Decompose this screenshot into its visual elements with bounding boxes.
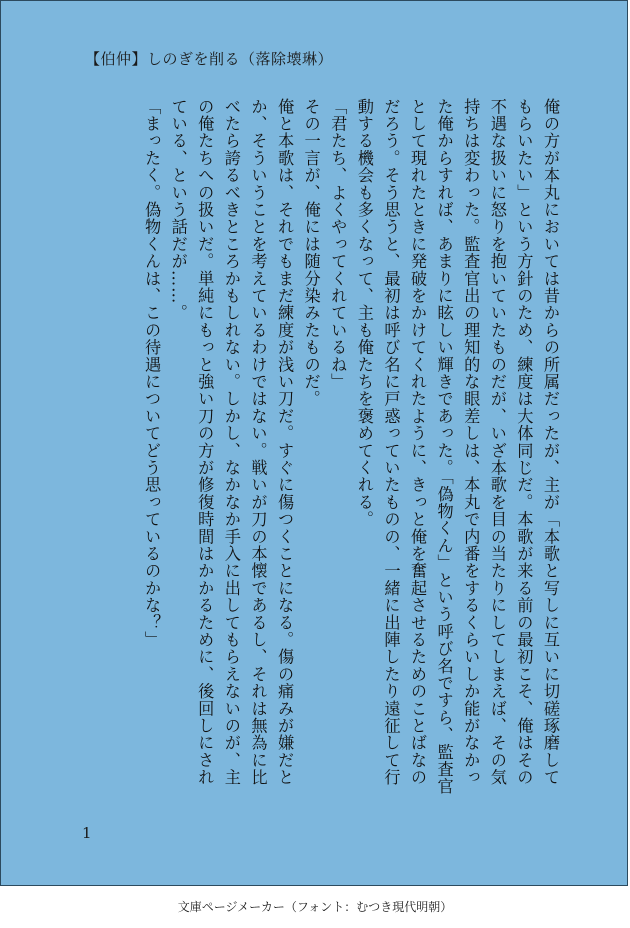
page-header-title: 【伯仲】しのぎを削る（落除壊琳） bbox=[85, 50, 334, 68]
paragraph: その一言が、俺には随分染みたものだ。 bbox=[301, 98, 321, 408]
paragraph: 「君たち、よくやってくれているね」 bbox=[328, 98, 348, 391]
paragraph: 「まったく。偽物くんは、この待遇についてどう思っているのかな？」 bbox=[142, 98, 162, 649]
footer-credit: 文庫ページメーカー（フォント：むつき現代明朝） bbox=[177, 900, 453, 914]
vertical-text-body bbox=[83, 98, 563, 798]
paragraph: 俺と本歌は、それでもまだ練度が浅い刀だ。すぐに傷つくことになる。傷の痛みが嫌だとか、そういうことを考えているわけではない。戦いが刀の本懐であるし、それは無為に比べたら誇るべきところかもしれない。しかし、なかなか手入に出してもらえないのが、主の俺たちへの扱いだ。単純にもっと強い刀の方が修復時間はかかるために、後回しにされている、という話だが……。 bbox=[168, 98, 295, 786]
paragraph: 俺の方が本丸においては昔からの所属だったが、主が「本歌と写しに互いに切磋琢磨してもらいたい」という方針のため、練度は大体同じだ。本歌が来る前の最初こそ、俺はその不遇な扱いに怒りを抱いていたものだが、いざ本歌を目の当たりにしてしまえば、その気持ちは変わった。監査官出の理知的な眼差しは、本丸で内番をするくらいしか能がなかった俺からすれば、あまりに眩しい輝きであった。「偽物くん」という呼び名ですら、監査官として現れたときに発破をかけてくれたように、きっと俺を奮起させるためのことばなのだろう。そう思うと、最初は呼び名に戸惑っていたものの、一緒に出陣したり遠征して行動する機会も多くなって、主も俺たちを褒めてくれる。 bbox=[354, 98, 560, 796]
page-number: 1 bbox=[82, 824, 92, 842]
